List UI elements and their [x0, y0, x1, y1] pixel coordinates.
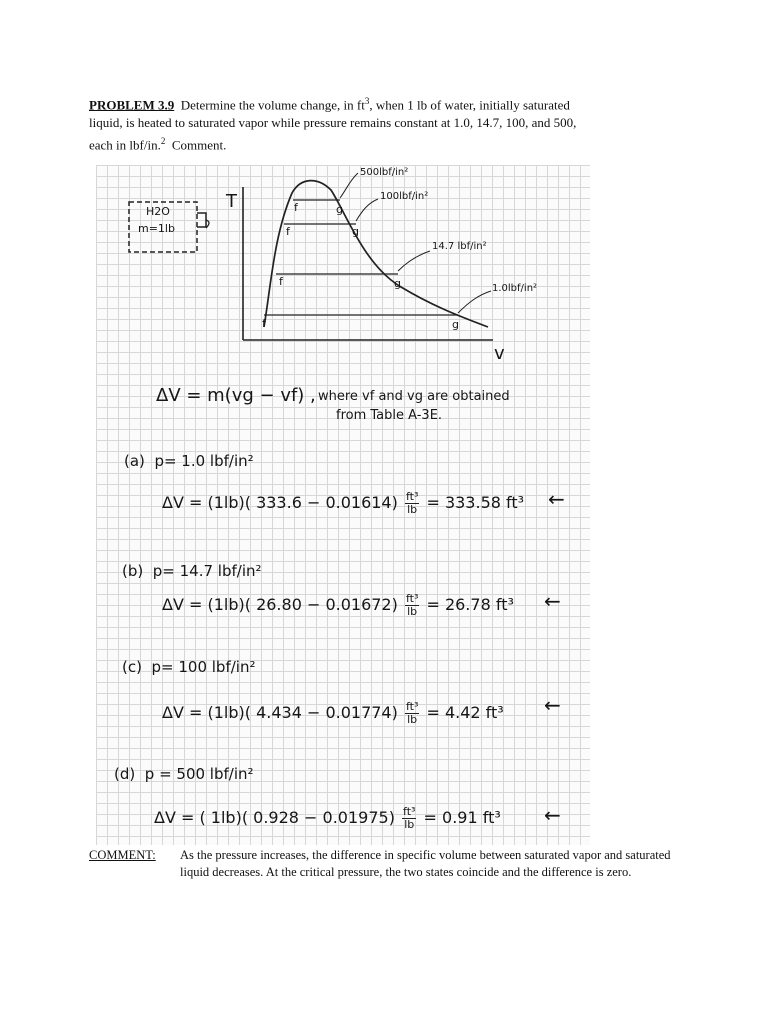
state-g-14-7: g	[394, 277, 401, 290]
part-a-answer-arrow: ←	[548, 487, 565, 511]
part-b-label: (b) p= 14.7 lbf/in²	[122, 562, 262, 580]
statement-sup2: 2	[160, 136, 166, 147]
state-f-100: f	[286, 225, 290, 238]
comment-block	[89, 847, 689, 881]
part-c-pressure: p= 100 lbf/in²	[151, 658, 256, 676]
formula-lhs: ΔV = m(vg − vf) ,	[156, 385, 316, 406]
comment-text: As the pressure increases, the difference in specific volume between saturated vapor and saturated liquid decreases. At the critical pressure, the two states coincide and the difference is zero.	[180, 848, 671, 879]
part-d-equation: ΔV = ( 1lb)( 0.928 − 0.01975) $\frac{\text{ft³}}{lb}$ = 0.91 ft³	[154, 805, 501, 831]
part-c-result: = 4.42 ft³	[426, 703, 504, 722]
state-g-100: g	[352, 225, 359, 238]
statement-line3b: Comment.	[171, 137, 227, 153]
part-a-pressure: p= 1.0 lbf/in²	[154, 452, 254, 470]
part-c-units: $\frac{\text{ft³}}{lb}$	[405, 700, 419, 726]
statement-line2: liquid, is heated to saturated vapor while pressure remains constant at 1.0, 14.7, 100, and 500,	[89, 115, 577, 131]
part-c-answer-arrow: ←	[544, 693, 561, 717]
label-100: 100lbf/in²	[380, 191, 429, 202]
statement-line3a: each in lbf/in.	[89, 137, 161, 153]
part-b-units: $\frac{\text{ft³}}{lb}$	[405, 592, 419, 618]
axis-v-label: v	[494, 343, 505, 364]
state-f-14-7: f	[279, 275, 283, 288]
state-f-1-0: f	[262, 317, 266, 330]
state-f-500: f	[294, 201, 298, 214]
part-d-result: = 0.91 ft³	[423, 808, 501, 827]
heater-tab	[197, 213, 206, 227]
state-g-500: g	[336, 203, 343, 216]
label-500: 500lbf/in²	[360, 167, 409, 178]
axis-t-label: T	[226, 191, 237, 212]
part-a-units: $\frac{\text{ft³}}{lb}$	[405, 490, 419, 516]
part-b-result: = 26.78 ft³	[426, 595, 514, 614]
part-d-answer-arrow: ←	[544, 803, 561, 827]
tv-diagram	[96, 165, 590, 375]
handwritten-solution-sheet	[96, 165, 590, 845]
problem-statement	[89, 92, 689, 155]
label-14-7: 14.7 lbf/in²	[432, 241, 487, 252]
part-b-answer-arrow: ←	[544, 589, 561, 613]
problem-title: PROBLEM 3.9	[89, 97, 175, 113]
state-g-1-0: g	[452, 318, 459, 331]
mass-label: m=1lb	[138, 222, 175, 235]
statement-line1b: , when 1 lb of water, initially saturated	[369, 97, 570, 113]
statement-line1a: Determine the volume change, in ft	[180, 97, 365, 113]
part-b-equation: ΔV = (1lb)( 26.80 − 0.01672) $\frac{\text{ft³}}{lb}$ = 26.78 ft³	[162, 592, 514, 618]
part-d-label: (d) p = 500 lbf/in²	[114, 765, 254, 783]
statement-sup1: 3	[364, 96, 370, 106]
formula-rhs: where vf and vg are obtained	[318, 389, 510, 404]
part-d-pressure: p = 500 lbf/in²	[144, 765, 254, 783]
formula-line2: from Table A-3E.	[336, 408, 443, 423]
part-a-label: (a) p= 1.0 lbf/in²	[124, 452, 254, 470]
part-a-result: = 333.58 ft³	[426, 493, 525, 512]
part-b-pressure: p= 14.7 lbf/in²	[152, 562, 262, 580]
part-c-equation: ΔV = (1lb)( 4.434 − 0.01774) $\frac{\text{ft³}}{lb}$ = 4.42 ft³	[162, 700, 504, 726]
label-1-0: 1.0lbf/in²	[492, 283, 538, 294]
comment-label: COMMENT:	[89, 848, 156, 862]
system-label: H2O	[146, 205, 170, 218]
part-c-label: (c) p= 100 lbf/in²	[122, 658, 256, 676]
part-a-equation: ΔV = (1lb)( 333.6 − 0.01614) $\frac{\text{ft³}}{lb}$ = 333.58 ft³	[162, 490, 525, 516]
part-d-units: $\frac{\text{ft³}}{lb}$	[403, 805, 416, 831]
